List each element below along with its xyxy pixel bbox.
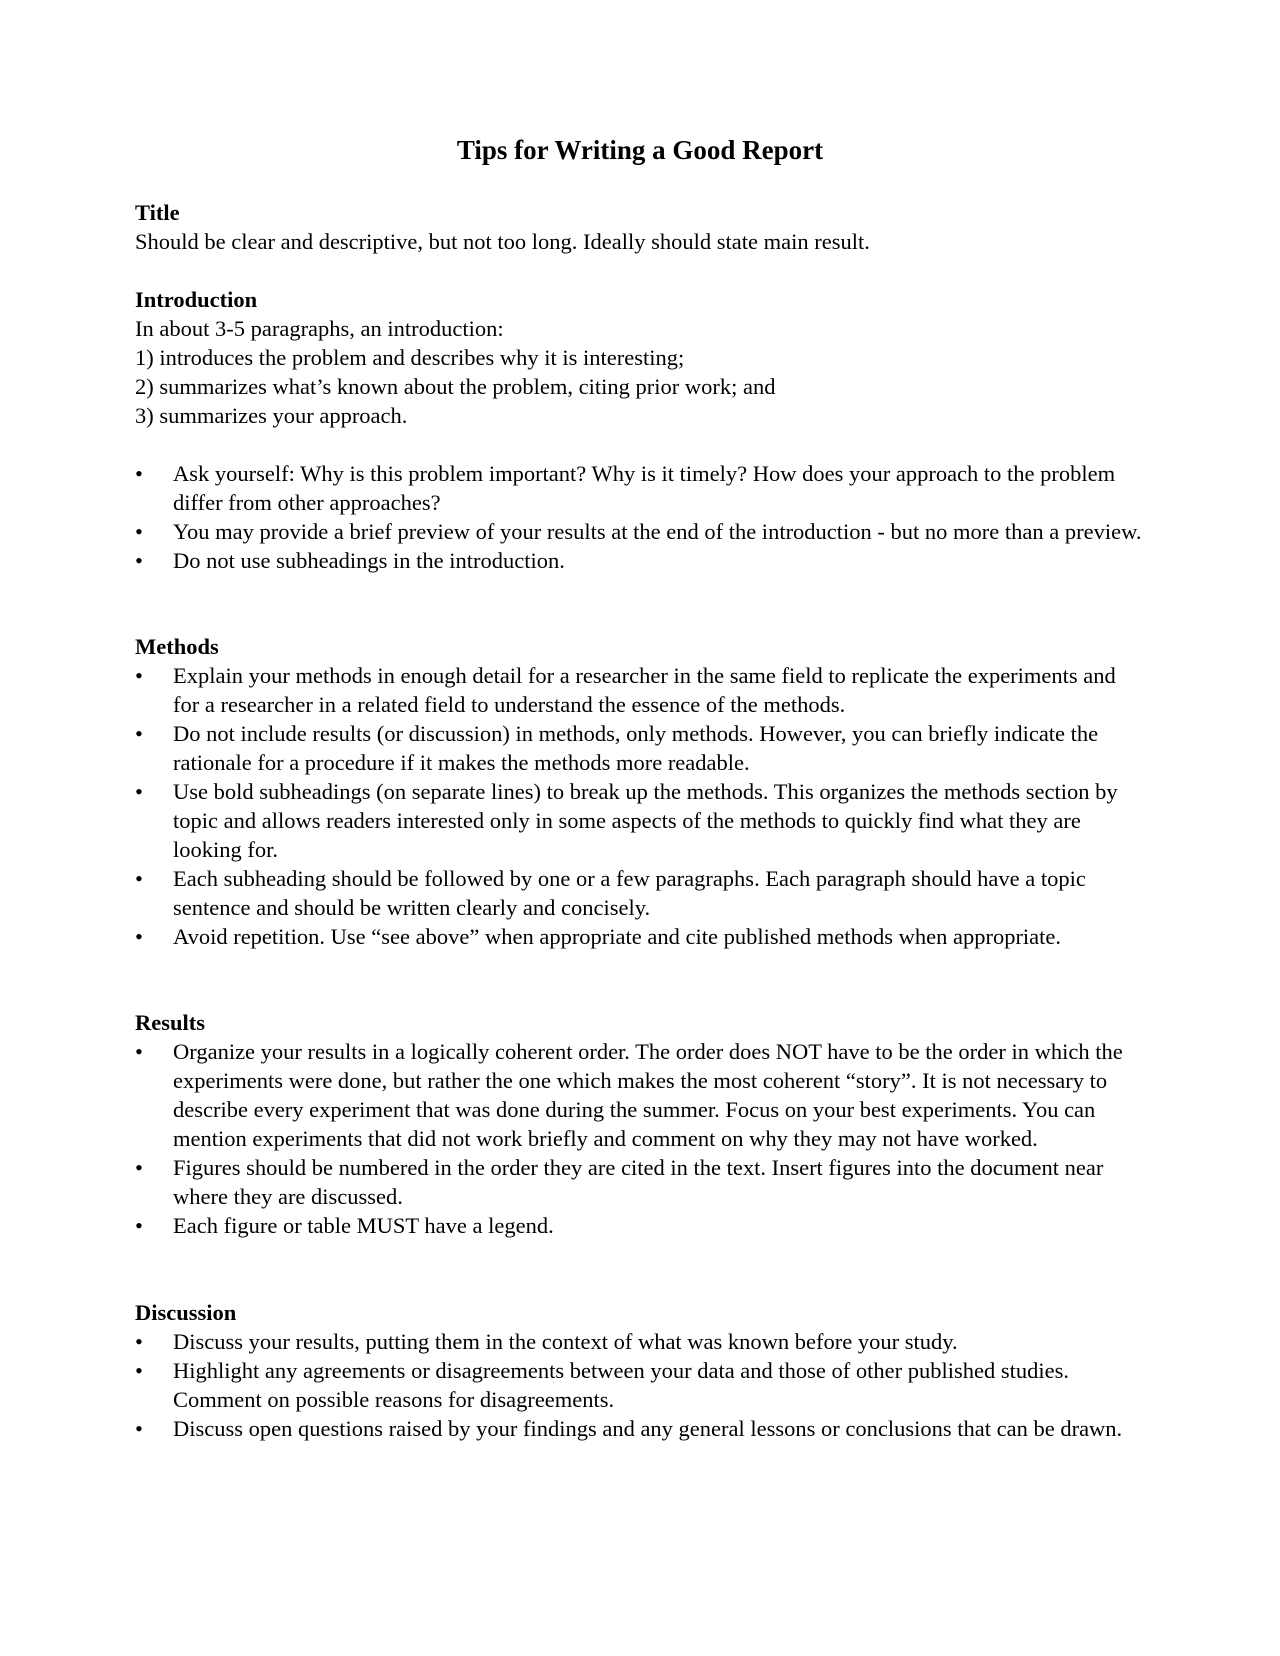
methods-bullet-list (135, 661, 1145, 951)
bullet-item (135, 777, 1145, 864)
bullet-icon: • (135, 461, 143, 486)
bullet-text: Figures should be numbered in the order they are cited in the text. Insert figures into the document near where they are discussed. (173, 1155, 1104, 1209)
bullet-text: Each figure or table MUST have a legend. (173, 1213, 554, 1238)
bullet-icon: • (135, 1329, 143, 1354)
bullet-icon: • (135, 1416, 143, 1441)
section-heading-results: Results (135, 1010, 206, 1035)
bullet-icon: • (135, 721, 143, 746)
bullet-icon: • (135, 519, 143, 544)
section-heading-methods: Methods (135, 634, 219, 659)
section-heading-discussion: Discussion (135, 1300, 237, 1325)
results-bullet-list (135, 1037, 1145, 1240)
bullet-text: Organize your results in a logically coherent order. The order does NOT have to be the order in which the experiments were done, but rather the one which makes the most coherent “story”. It is not necessary to describe every experiment that was done during the summer. Focus on your best experiments. You can mention experiments that did not work briefly and comment on why they may not have worked. (173, 1039, 1123, 1151)
bullet-item (135, 546, 1145, 575)
bullet-item (135, 517, 1145, 546)
bullet-text: Each subheading should be followed by one or a few paragraphs. Each paragraph should have a topic sentence and should be written clearly and concisely. (173, 866, 1086, 920)
bullet-icon: • (135, 1358, 143, 1383)
bullet-item (135, 1037, 1145, 1153)
section-discussion (135, 1298, 1145, 1443)
bullet-text: Discuss your results, putting them in the context of what was known before your study. (173, 1329, 958, 1354)
bullet-text: Explain your methods in enough detail for a researcher in the same field to replicate the experiments and for a researcher in a related field to understand the essence of the methods. (173, 663, 1116, 717)
intro-line: In about 3-5 paragraphs, an introduction: (135, 316, 504, 341)
section-title (135, 198, 1145, 256)
bullet-item (135, 1153, 1145, 1211)
bullet-text: Avoid repetition. Use “see above” when appropriate and cite published methods when appropriate. (173, 924, 1062, 949)
introduction-bullet-list (135, 459, 1145, 575)
bullet-item (135, 1211, 1145, 1240)
bullet-icon: • (135, 548, 143, 573)
bullet-text: You may provide a brief preview of your results at the end of the introduction - but no more than a preview. (173, 519, 1142, 544)
bullet-icon: • (135, 866, 143, 891)
bullet-icon: • (135, 1039, 143, 1064)
bullet-text: Do not use subheadings in the introduction. (173, 548, 565, 573)
section-introduction (135, 285, 1145, 575)
intro-line: 1) introduces the problem and describes why it is interesting; (135, 345, 685, 370)
bullet-text: Highlight any agreements or disagreements between your data and those of other published studies. Comment on possible reasons for disagreements. (173, 1358, 1070, 1412)
bullet-text: Use bold subheadings (on separate lines) to break up the methods. This organizes the methods section by topic and allows readers interested only in some aspects of the methods to quickly find what they are looking for. (173, 779, 1118, 862)
section-heading-introduction: Introduction (135, 287, 258, 312)
bullet-text: Ask yourself: Why is this problem important? Why is it timely? How does your approach to the problem differ from other approaches? (173, 461, 1116, 515)
bullet-item (135, 661, 1145, 719)
document-title: Tips for Writing a Good Report (456, 135, 824, 165)
bullet-item (135, 1356, 1145, 1414)
intro-line: 3) summarizes your approach. (135, 403, 408, 428)
bullet-item (135, 1414, 1145, 1443)
bullet-icon: • (135, 924, 143, 949)
bullet-item (135, 719, 1145, 777)
section-methods (135, 632, 1145, 951)
bullet-icon: • (135, 779, 143, 804)
discussion-bullet-list (135, 1327, 1145, 1443)
bullet-item (135, 1327, 1145, 1356)
bullet-icon: • (135, 1155, 143, 1180)
bullet-icon: • (135, 1213, 143, 1238)
bullet-item (135, 864, 1145, 922)
spacer (135, 430, 1145, 459)
title-description: Should be clear and descriptive, but not too long. Ideally should state main result. (135, 229, 870, 254)
bullet-item (135, 459, 1145, 517)
intro-line: 2) summarizes what’s known about the problem, citing prior work; and (135, 374, 776, 399)
bullet-item (135, 922, 1145, 951)
bullet-icon: • (135, 663, 143, 688)
bullet-text: Do not include results (or discussion) in methods, only methods. However, you can briefly indicate the rationale for a procedure if it makes the methods more readable. (173, 721, 1099, 775)
section-heading-title: Title (135, 200, 180, 225)
section-results (135, 1008, 1145, 1240)
bullet-text: Discuss open questions raised by your findings and any general lessons or conclusions that can be drawn. (173, 1416, 1123, 1441)
